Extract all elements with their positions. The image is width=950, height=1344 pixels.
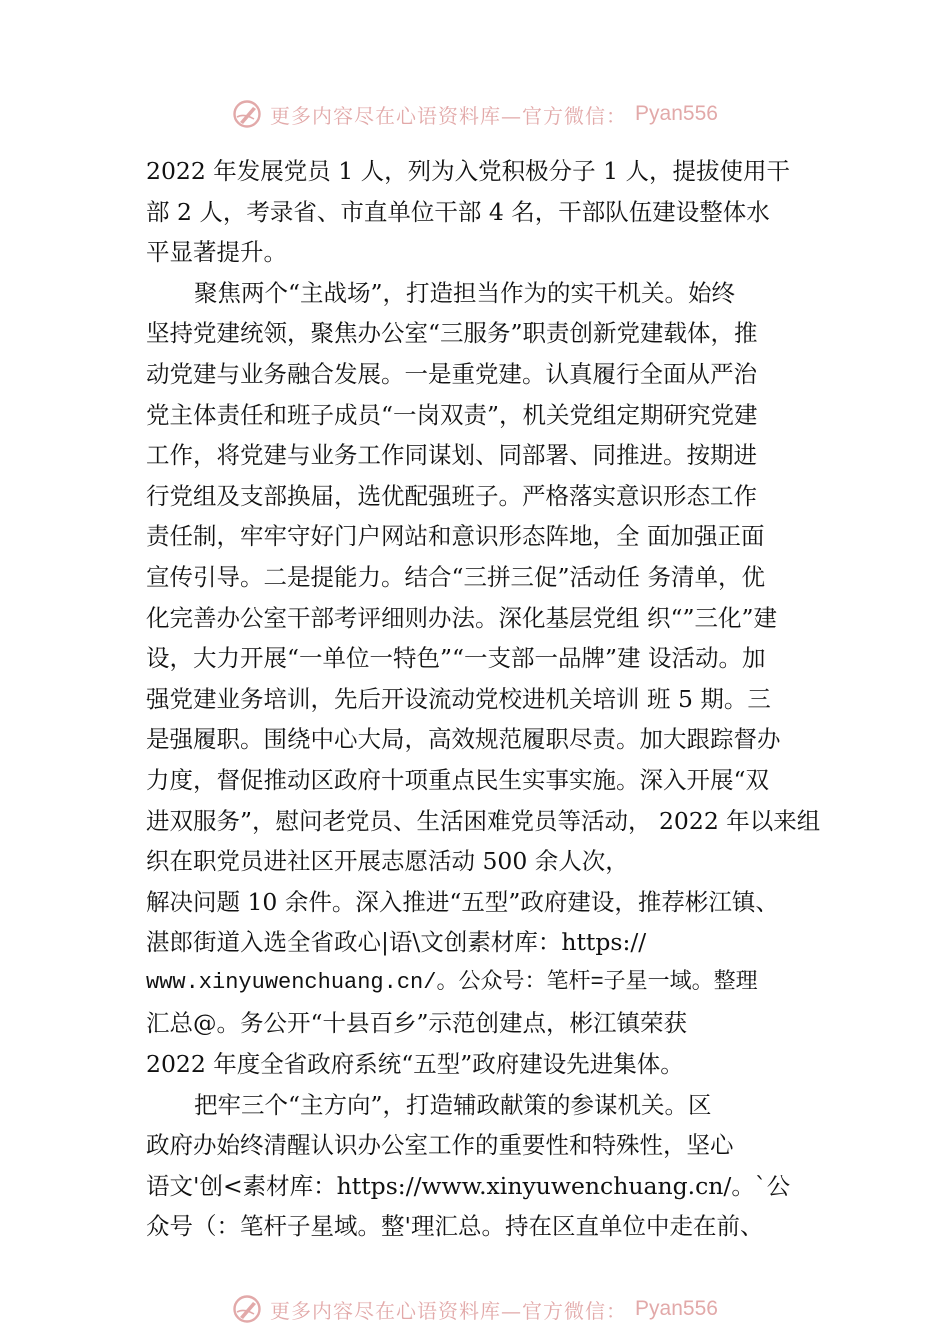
text-line: 平显著提升。 [146,238,287,267]
text-line: 是强履职。围绕中心大局，高效规范履职尽责。加大跟踪督办 [146,725,781,754]
text-line: 语文'创<素材库：https://www.xinyuwenchuang.cn/。`公 [146,1171,791,1200]
pen-circle-logo-icon [232,1294,262,1324]
text-line: www.xinyuwenchuang.cn/。公众号：笔杆=子星一域。整理 [146,969,758,995]
text-line: 党主体责任和班子成员“一岗双责”，机关党组定期研究党建 [146,400,758,429]
banner-text: 更多内容尽在心语资料库—官方微信： [270,1298,628,1323]
text-line: 工作，将党建与业务工作同谋划、同部署、同推进。按期进 [146,441,757,470]
text-line: 动党建与业务融合发展。一是重党建。认真履行全面从严治 [146,359,757,388]
text-line: 力度，督促推动区政府十项重点民生实事实施。深入开展“双 [146,765,770,794]
text-line: 化完善办公室干部考评细则办法。深化基层党组 织“”三化”建 [146,603,778,632]
text-line: 部 2 人，考录省、市直单位干部 4 名，干部队伍建设整体水 [146,197,770,226]
banner-text: 更多内容尽在心语资料库—官方微信： [270,103,628,128]
document-body [146,151,846,1247]
banner-wechat-id: Pyan556 [635,102,718,125]
text-line: 宣传引导。二是提能力。结合“三拼三促”活动任 务清单，优 [146,562,765,591]
paragraph-first-line: 把牢三个“主方向”，打造辅政献策的参谋机关。区 [194,1090,712,1119]
text-line: 2022 年度全省政府系统“五型”政府建设先进集体。 [146,1050,684,1079]
banner-wechat-id: Pyan556 [635,1297,718,1320]
pen-circle-logo-icon [232,99,262,129]
text-line: 政府办始终清醒认识办公室工作的重要性和特殊性，坚心 [146,1131,734,1160]
text-line: 汇总@。务公开“十县百乡”示范创建点，彬江镇荣获 [146,1009,688,1038]
text-line: 织在职党员进社区开展志愿活动 500 余人次， [146,847,629,876]
text-line: 强党建业务培训，先后开设流动党校进机关培训 班 5 期。三 [146,684,771,713]
header-banner [0,97,950,131]
text-line: 行党组及支部换届，选优配强班子。严格落实意识形态工作 [146,481,757,510]
text-line: 众号（：笔杆子星域。整'理汇总。持在区直单位中走在前、 [146,1212,764,1241]
text-line: 责任制，牢牢守好门户网站和意识形态阵地，全 面加强正面 [146,522,765,551]
text-line: 设，大力开展“一单位一特色”“一支部一品牌”建 设活动。加 [146,644,766,673]
paragraph-first-line: 聚焦两个“主战场”，打造担当作为的实干机关。始终 [194,278,736,307]
text-line: 湛郎街道入选全省政心|语\文创素材库：https:// [146,928,647,957]
text-line: 2022 年发展党员 1 人，列为入党积极分子 1 人，提拔使用干 [146,157,791,185]
text-line: 坚持党建统领，聚焦办公室“三服务”职责创新党建载体，推 [146,319,758,348]
text-line: 解决问题 10 余件。深入推进“五型”政府建设，推荐彬江镇、 [146,887,779,916]
text-line: 进双服务”，慰问老党员、生活困难党员等活动， 2022 年以来组 [146,806,821,835]
footer-banner [0,1292,950,1326]
